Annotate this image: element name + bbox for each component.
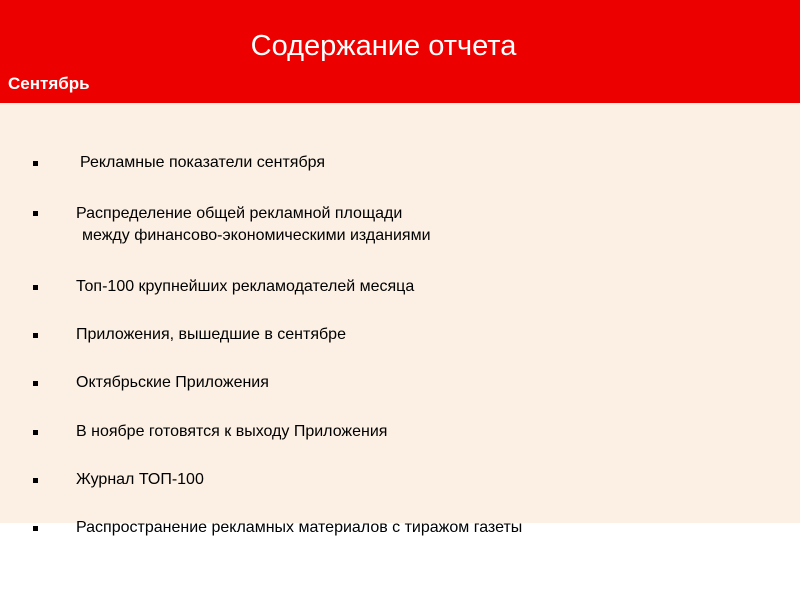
list-item-text: Распространение рекламных материалов с тиражом газеты (76, 519, 523, 536)
bullet-icon (33, 526, 38, 531)
header-bar (0, 0, 800, 103)
list-item-text: Журнал ТОП-100 (76, 471, 204, 488)
bullet-icon (33, 333, 38, 338)
list-item-text-line1: Распределение общей рекламной площади (76, 205, 403, 222)
bullet-icon (33, 285, 38, 290)
list-item-text (76, 203, 431, 247)
slide-subtitle: Сентябрь (8, 74, 90, 93)
bullet-icon (33, 211, 38, 216)
list-item-text: Октябрьские Приложения (76, 374, 269, 391)
list-item-text-line2: между финансово-экономическими изданиями (82, 227, 431, 244)
slide-title: Содержание отчета (250, 30, 517, 62)
bullet-icon (33, 478, 38, 483)
list-item-text: Рекламные показатели сентября (80, 154, 325, 171)
list-item-text: Приложения, вышедшие в сентябре (76, 326, 346, 343)
bullet-icon (33, 430, 38, 435)
bullet-icon (33, 381, 38, 386)
bullet-icon (33, 161, 38, 166)
list-item-text: В ноябре готовятся к выходу Приложения (76, 423, 388, 440)
list-item-text: Топ-100 крупнейших рекламодателей месяца (76, 278, 415, 295)
